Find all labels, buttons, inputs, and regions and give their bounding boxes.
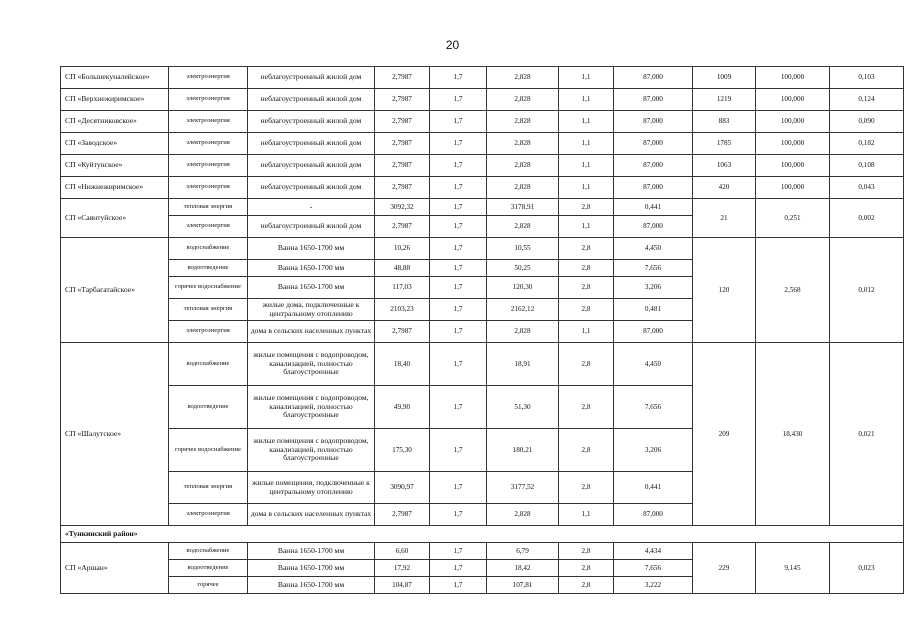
settlement-name-cell: СП «Заводское»: [61, 133, 169, 155]
norm-description-cell: Ванна 1650-1700 мм: [248, 260, 375, 277]
value-cell: 2,8: [559, 260, 614, 277]
value-cell: 4,434: [614, 543, 693, 560]
value-cell: 2,7987: [375, 67, 430, 89]
norm-description-cell: жилые помещения с водопроводом, канализацией, полностью благоустроенные: [248, 386, 375, 429]
value-cell: 2162,12: [487, 299, 559, 321]
value-cell: 51,30: [487, 386, 559, 429]
value-cell: 2,8: [559, 343, 614, 386]
value-cell: 1,1: [559, 111, 614, 133]
norm-description-cell: -: [248, 199, 375, 216]
value-cell: 10,55: [487, 238, 559, 260]
share-cell: 0,182: [830, 133, 904, 155]
value-cell: 3092,32: [375, 199, 430, 216]
count-cell: 229: [693, 543, 756, 594]
value-cell: 87,000: [614, 67, 693, 89]
value-cell: 1,1: [559, 89, 614, 111]
value-cell: 1,7: [430, 577, 487, 594]
value-cell: 4,450: [614, 343, 693, 386]
norm-description-cell: дома в сельских населенных пунктах: [248, 321, 375, 343]
value-cell: 3177,52: [487, 472, 559, 504]
settlement-name-cell: СП «Саянтуйское»: [61, 199, 169, 238]
percent-cell: 100,000: [756, 133, 830, 155]
value-cell: 1,7: [430, 89, 487, 111]
service-type-cell: водоснабжение: [169, 343, 248, 386]
value-cell: 18,40: [375, 343, 430, 386]
norm-description-cell: неблагоустроенный жилой дом: [248, 155, 375, 177]
service-type-cell: электроэнергия: [169, 216, 248, 238]
value-cell: 6,79: [487, 543, 559, 560]
value-cell: 2,7987: [375, 111, 430, 133]
value-cell: 1,7: [430, 177, 487, 199]
table-row: [61, 543, 904, 560]
norm-description-cell: жилые помещения с водопроводом, канализацией, полностью благоустроенные: [248, 429, 375, 472]
norm-description-cell: неблагоустроенный жилой дом: [248, 67, 375, 89]
percent-cell: 100,000: [756, 67, 830, 89]
value-cell: 1,7: [430, 321, 487, 343]
value-cell: 1,7: [430, 133, 487, 155]
share-cell: 0,012: [830, 238, 904, 343]
norm-description-cell: Ванна 1650-1700 мм: [248, 543, 375, 560]
value-cell: 0,481: [614, 299, 693, 321]
settlement-name-cell: СП «Аршан»: [61, 543, 169, 594]
value-cell: 7,656: [614, 386, 693, 429]
value-cell: 1,7: [430, 67, 487, 89]
value-cell: 3,206: [614, 277, 693, 299]
table-row: [61, 133, 904, 155]
norm-description-cell: жилые помещения, подключенные к центральному отоплению: [248, 472, 375, 504]
value-cell: 2,8: [559, 429, 614, 472]
value-cell: 2,8: [559, 560, 614, 577]
value-cell: 2,828: [487, 321, 559, 343]
value-cell: 17,92: [375, 560, 430, 577]
value-cell: 2,8: [559, 199, 614, 216]
value-cell: 2,828: [487, 89, 559, 111]
norm-description-cell: Ванна 1650-1700 мм: [248, 277, 375, 299]
value-cell: 120,30: [487, 277, 559, 299]
percent-cell: 9,145: [756, 543, 830, 594]
service-type-cell: тепловая энергия: [169, 472, 248, 504]
value-cell: 2,828: [487, 216, 559, 238]
value-cell: 87,000: [614, 133, 693, 155]
table-row: [61, 67, 904, 89]
service-type-cell: электроэнергия: [169, 89, 248, 111]
settlement-name-cell: СП «Верхнежиримское»: [61, 89, 169, 111]
value-cell: 18,91: [487, 343, 559, 386]
value-cell: 87,000: [614, 89, 693, 111]
value-cell: 1,7: [430, 343, 487, 386]
service-type-cell: электроэнергия: [169, 321, 248, 343]
percent-cell: 18,430: [756, 343, 830, 526]
tariff-table: [60, 66, 904, 594]
value-cell: 6,60: [375, 543, 430, 560]
norm-description-cell: неблагоустроенный жилой дом: [248, 177, 375, 199]
norm-description-cell: неблагоустроенный жилой дом: [248, 133, 375, 155]
percent-cell: 2,568: [756, 238, 830, 343]
value-cell: 2,8: [559, 543, 614, 560]
value-cell: 2,828: [487, 177, 559, 199]
value-cell: 1,7: [430, 277, 487, 299]
service-type-cell: водоотведение: [169, 560, 248, 577]
value-cell: 1,7: [430, 238, 487, 260]
service-type-cell: горячее водоснабжение: [169, 277, 248, 299]
settlement-name-cell: СП «Десятниковское»: [61, 111, 169, 133]
value-cell: 2,828: [487, 504, 559, 526]
value-cell: 3,206: [614, 429, 693, 472]
value-cell: 1,1: [559, 133, 614, 155]
norm-description-cell: жилые помещения с водопроводом, канализацией, полностью благоустроенные: [248, 343, 375, 386]
service-type-cell: водоснабжение: [169, 238, 248, 260]
value-cell: 3,222: [614, 577, 693, 594]
share-cell: 0,021: [830, 343, 904, 526]
value-cell: 50,25: [487, 260, 559, 277]
value-cell: 2,7987: [375, 133, 430, 155]
value-cell: 1,1: [559, 67, 614, 89]
norm-description-cell: неблагоустроенный жилой дом: [248, 89, 375, 111]
value-cell: 1,7: [430, 299, 487, 321]
value-cell: 2,7987: [375, 177, 430, 199]
value-cell: 1,7: [430, 260, 487, 277]
value-cell: 2,8: [559, 577, 614, 594]
norm-description-cell: Ванна 1650-1700 мм: [248, 560, 375, 577]
service-type-cell: тепловая энергия: [169, 299, 248, 321]
settlement-name-cell: СП «Куйтунское»: [61, 155, 169, 177]
value-cell: 2,828: [487, 111, 559, 133]
count-cell: 420: [693, 177, 756, 199]
value-cell: 2,828: [487, 133, 559, 155]
value-cell: 2,828: [487, 67, 559, 89]
value-cell: 49,90: [375, 386, 430, 429]
value-cell: 0,441: [614, 472, 693, 504]
value-cell: 2,8: [559, 238, 614, 260]
value-cell: 87,000: [614, 111, 693, 133]
service-type-cell: горячее: [169, 577, 248, 594]
value-cell: 87,000: [614, 321, 693, 343]
service-type-cell: электроэнергия: [169, 67, 248, 89]
value-cell: 2,8: [559, 386, 614, 429]
table-row: [61, 89, 904, 111]
value-cell: 1,1: [559, 321, 614, 343]
value-cell: 1,7: [430, 199, 487, 216]
value-cell: 1,1: [559, 177, 614, 199]
percent-cell: 100,000: [756, 89, 830, 111]
share-cell: 0,043: [830, 177, 904, 199]
value-cell: 2,7987: [375, 216, 430, 238]
value-cell: 117,03: [375, 277, 430, 299]
value-cell: 1,7: [430, 216, 487, 238]
table-row: [61, 199, 904, 216]
table-row: [61, 343, 904, 386]
value-cell: 87,000: [614, 504, 693, 526]
percent-cell: 100,000: [756, 177, 830, 199]
value-cell: 1,7: [430, 111, 487, 133]
value-cell: 2,8: [559, 299, 614, 321]
value-cell: 1,1: [559, 504, 614, 526]
settlement-name-cell: СП «Шалутское»: [61, 343, 169, 526]
norm-description-cell: Ванна 1650-1700 мм: [248, 238, 375, 260]
percent-cell: 100,000: [756, 111, 830, 133]
norm-description-cell: Ванна 1650-1700 мм: [248, 577, 375, 594]
service-type-cell: водоснабжение: [169, 543, 248, 560]
count-cell: 209: [693, 343, 756, 526]
table-row: [61, 155, 904, 177]
value-cell: 2,8: [559, 472, 614, 504]
share-cell: 0,124: [830, 89, 904, 111]
value-cell: 107,81: [487, 577, 559, 594]
norm-description-cell: неблагоустроенный жилой дом: [248, 111, 375, 133]
settlement-name-cell: СП «Большекуналейское»: [61, 67, 169, 89]
table-row: [61, 177, 904, 199]
value-cell: 48,88: [375, 260, 430, 277]
value-cell: 18,42: [487, 560, 559, 577]
table-row: [61, 111, 904, 133]
value-cell: 180,21: [487, 429, 559, 472]
service-type-cell: горячее водоснабжение: [169, 429, 248, 472]
value-cell: 0,441: [614, 199, 693, 216]
value-cell: 7,656: [614, 260, 693, 277]
value-cell: 1,1: [559, 155, 614, 177]
count-cell: 1785: [693, 133, 756, 155]
count-cell: 1219: [693, 89, 756, 111]
value-cell: 2,7987: [375, 89, 430, 111]
value-cell: 87,000: [614, 216, 693, 238]
value-cell: 104,87: [375, 577, 430, 594]
share-cell: 0,103: [830, 67, 904, 89]
count-cell: 883: [693, 111, 756, 133]
value-cell: 10,26: [375, 238, 430, 260]
percent-cell: 0,251: [756, 199, 830, 238]
count-cell: 120: [693, 238, 756, 343]
value-cell: 1,1: [559, 216, 614, 238]
value-cell: 1,7: [430, 472, 487, 504]
value-cell: 2,7987: [375, 504, 430, 526]
share-cell: 0,023: [830, 543, 904, 594]
value-cell: 87,000: [614, 177, 693, 199]
value-cell: 1,7: [430, 386, 487, 429]
value-cell: 2,8: [559, 277, 614, 299]
settlement-name-cell: СП «Нижнежиримское»: [61, 177, 169, 199]
service-type-cell: тепловая энергия: [169, 199, 248, 216]
value-cell: 1,7: [430, 504, 487, 526]
service-type-cell: электроэнергия: [169, 133, 248, 155]
norm-description-cell: дома в сельских населенных пунктах: [248, 504, 375, 526]
page-number: 20: [445, 38, 460, 52]
value-cell: 3178,91: [487, 199, 559, 216]
value-cell: 2,828: [487, 155, 559, 177]
value-cell: 3090,97: [375, 472, 430, 504]
settlement-name-cell: СП «Тарбагатайское»: [61, 238, 169, 343]
share-cell: 0,108: [830, 155, 904, 177]
region-header: «Тункинский район»: [61, 526, 904, 543]
share-cell: 0,090: [830, 111, 904, 133]
service-type-cell: электроэнергия: [169, 111, 248, 133]
service-type-cell: водоотведение: [169, 260, 248, 277]
value-cell: 2103,23: [375, 299, 430, 321]
count-cell: 1009: [693, 67, 756, 89]
value-cell: 87,000: [614, 155, 693, 177]
service-type-cell: электроэнергия: [169, 155, 248, 177]
value-cell: 4,450: [614, 238, 693, 260]
table-row: [61, 526, 904, 543]
norm-description-cell: жилые дома, подключенные к центральному отоплению: [248, 299, 375, 321]
value-cell: 1,7: [430, 155, 487, 177]
service-type-cell: электроэнергия: [169, 177, 248, 199]
norm-description-cell: неблагоустроенный жилой дом: [248, 216, 375, 238]
count-cell: 21: [693, 199, 756, 238]
value-cell: 1,7: [430, 543, 487, 560]
percent-cell: 100,000: [756, 155, 830, 177]
value-cell: 2,7987: [375, 321, 430, 343]
value-cell: 175,30: [375, 429, 430, 472]
count-cell: 1063: [693, 155, 756, 177]
service-type-cell: водоотведение: [169, 386, 248, 429]
value-cell: 1,7: [430, 429, 487, 472]
table-row: [61, 238, 904, 260]
service-type-cell: электроэнергия: [169, 504, 248, 526]
value-cell: 7,656: [614, 560, 693, 577]
share-cell: 0,002: [830, 199, 904, 238]
value-cell: 2,7987: [375, 155, 430, 177]
value-cell: 1,7: [430, 560, 487, 577]
